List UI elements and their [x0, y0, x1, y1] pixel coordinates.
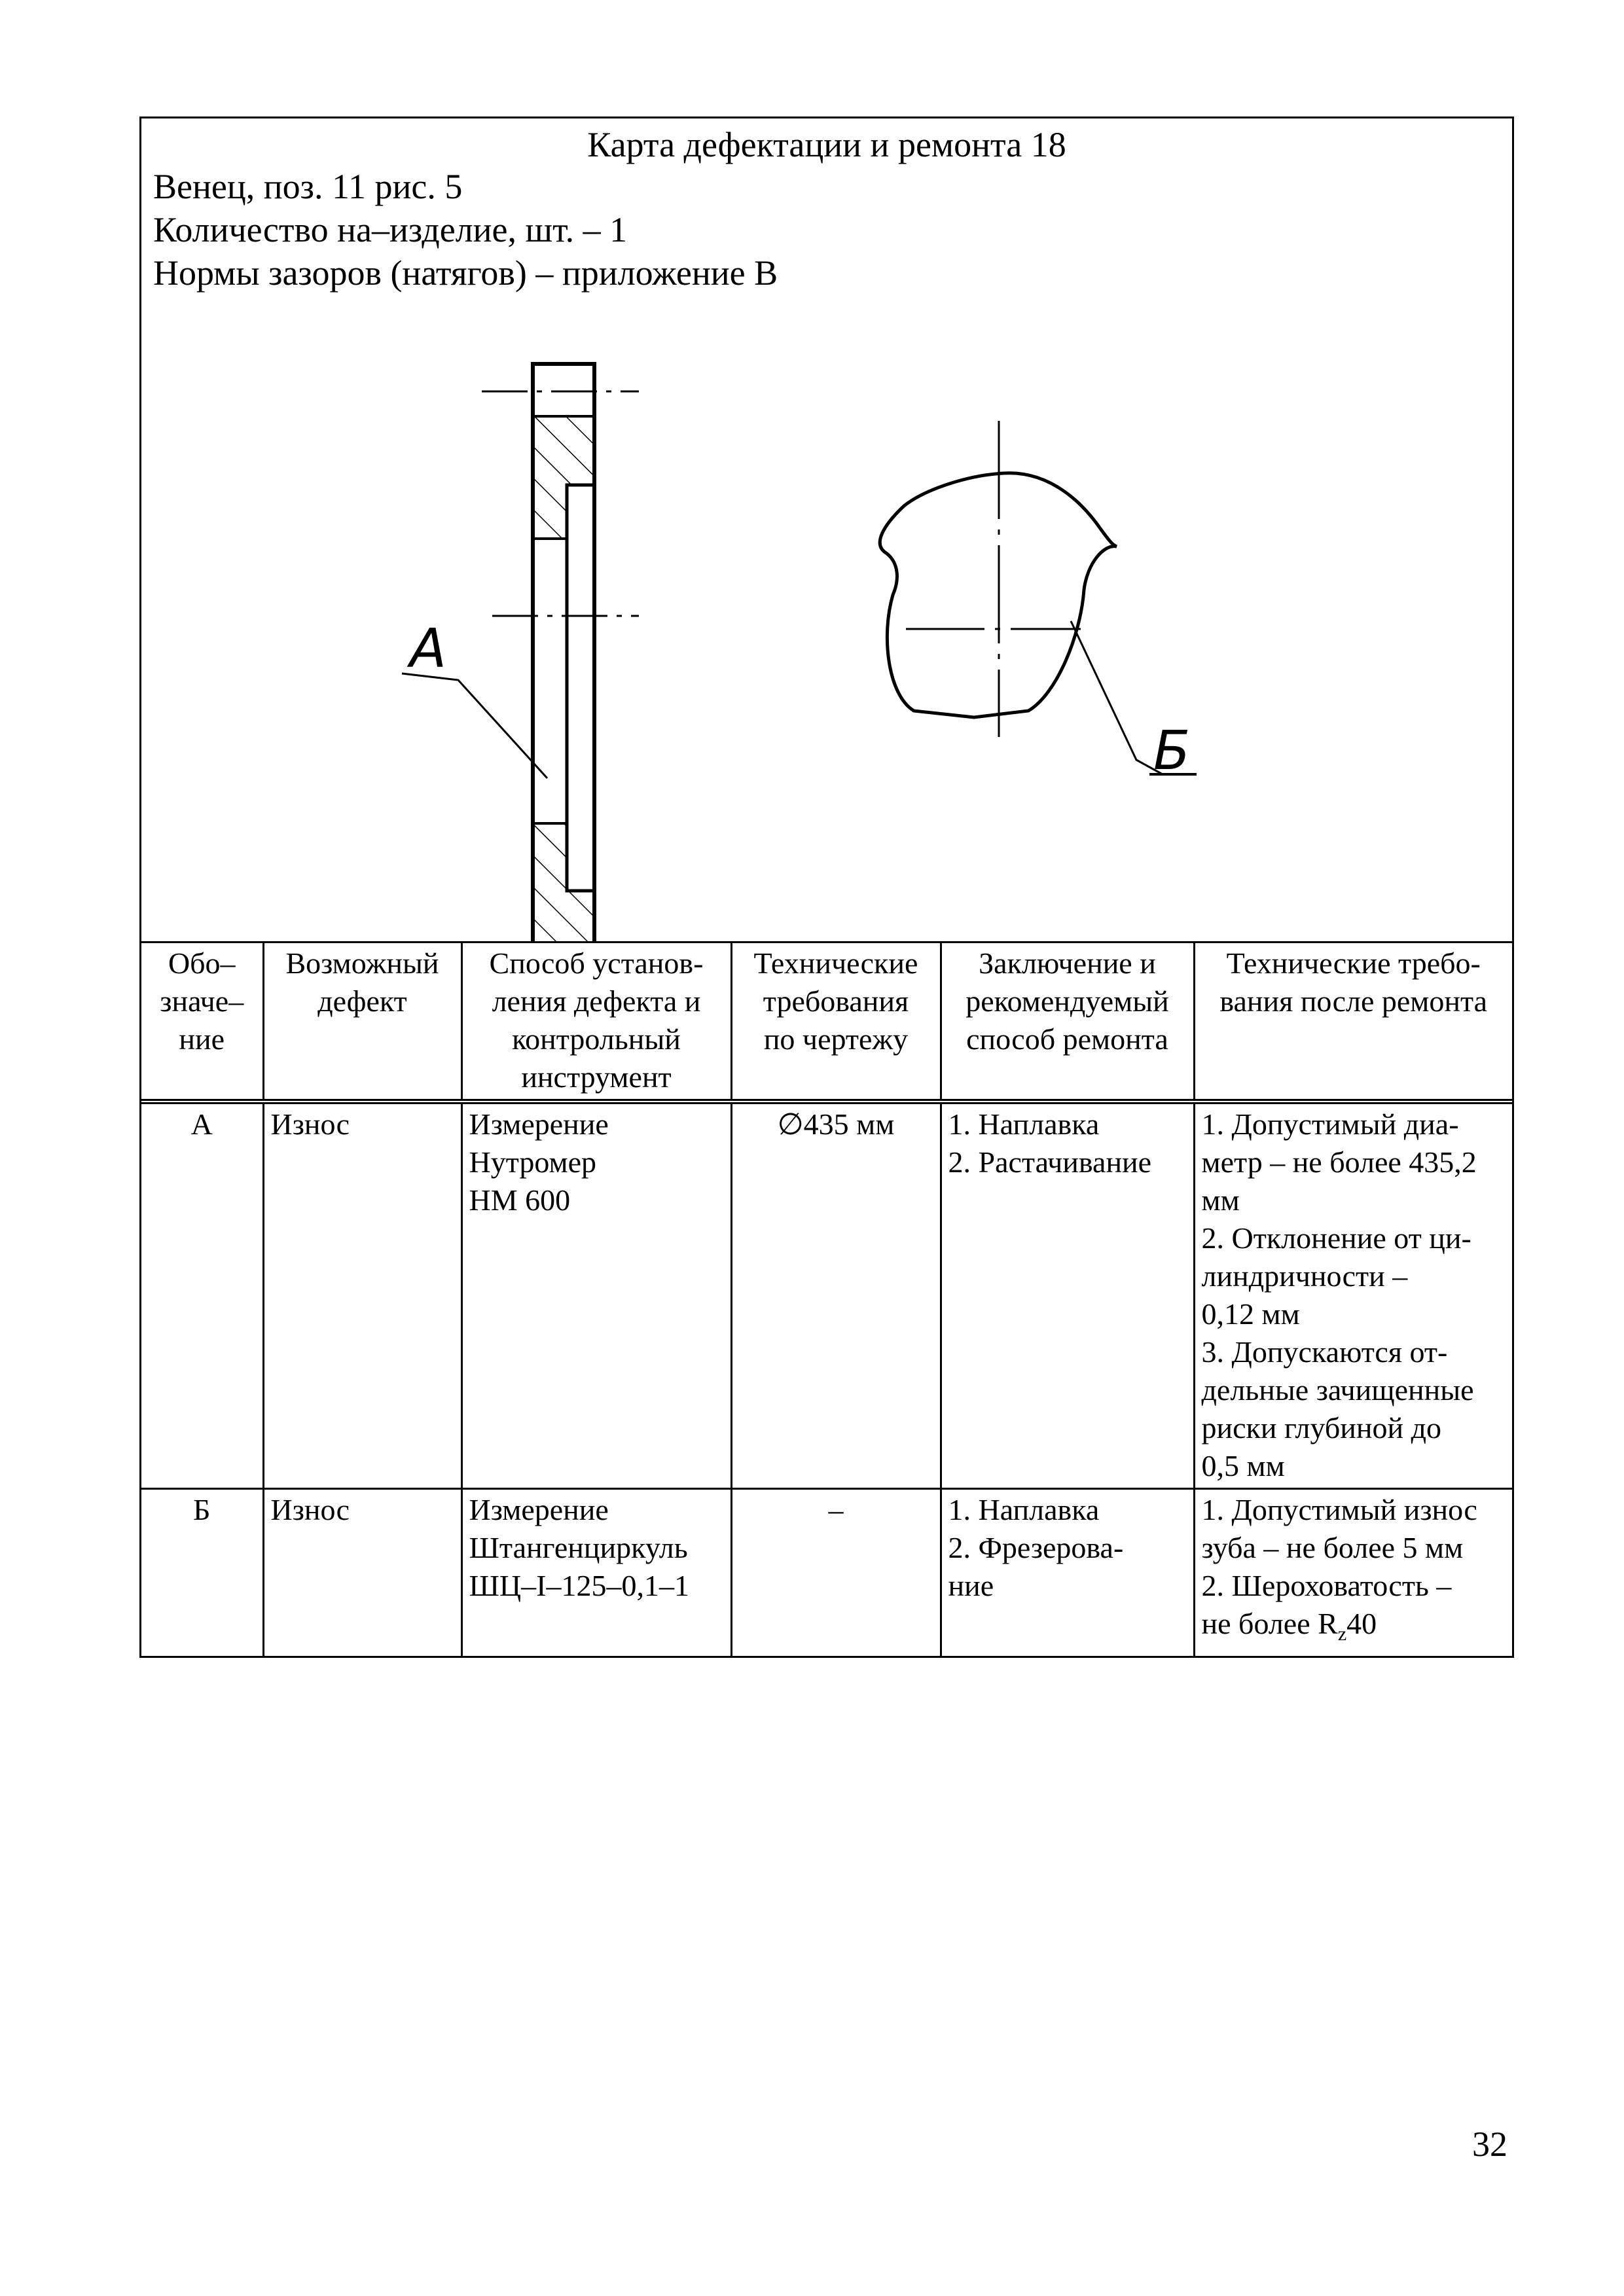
hatched-section-lower: [533, 823, 594, 941]
cell-method: Измерение Штангенциркуль ШЦ–I–125–0,1–1: [461, 1489, 731, 1657]
cell-drawing-requirement: ∅435 мм: [731, 1102, 941, 1489]
leader-line-a: [402, 673, 547, 778]
hatched-section-upper: [533, 416, 594, 539]
cell-after-repair: [1194, 1489, 1512, 1657]
quantity-line: Количество на–изделие, шт. – 1: [153, 210, 628, 249]
defect-repair-card: [139, 117, 1514, 1658]
header-drawing-requirements: Технические требования по чертежу: [731, 942, 941, 1102]
header-defect: Возможный дефект: [263, 942, 461, 1102]
header-post-repair-requirements: Технические требо- вания после ремонта: [1194, 942, 1512, 1102]
table-row: [141, 1489, 1512, 1657]
roughness-subscript: z: [1337, 1623, 1347, 1645]
cell-drawing-requirement: –: [731, 1489, 941, 1657]
label-a: А: [410, 618, 447, 680]
part-drawing: [141, 118, 1512, 941]
cell-defect: Износ: [263, 1102, 461, 1489]
table-header-row: [141, 942, 1512, 1102]
clearance-norms-line: Нормы зазоров (натягов) – приложение В: [153, 253, 778, 293]
leader-line-b: [1071, 621, 1163, 774]
card-header: [141, 118, 1512, 941]
after-repair-text: 1. Допустимый износ зуба – не более 5 мм 2. Шероховатость – не более R: [1201, 1493, 1477, 1640]
label-b: Б: [1153, 720, 1191, 782]
cell-conclusion: 1. Наплавка 2. Растачивание: [941, 1102, 1194, 1489]
header-designation: Обо– значе– ние: [141, 942, 263, 1102]
part-name-line: Венец, поз. 11 рис. 5: [153, 167, 463, 206]
defect-table: [141, 941, 1512, 1656]
header-repair-method: Заключение и рекомендуемый способ ремонта: [941, 942, 1194, 1102]
cell-designation: Б: [141, 1489, 263, 1657]
tooth-profile-view: [880, 421, 1197, 774]
card-title: Карта дефектации и ремонта 18: [587, 125, 1066, 164]
cell-defect: Износ: [263, 1489, 461, 1657]
header-detection-method: Способ установ- ления дефекта и контрольный инструмент: [461, 942, 731, 1102]
table-row: [141, 1102, 1512, 1489]
cell-after-repair: 1. Допустимый диа- метр – не более 435,2 мм 2. Отклонение от ци- линдричности – 0,12 мм 3. Допускаются от- дельные зачищенные риски глубиной до 0,5 мм: [1194, 1102, 1512, 1489]
bore-step: [567, 485, 594, 891]
cell-designation: А: [141, 1102, 263, 1489]
cell-method: Измерение Нутромер НМ 600: [461, 1102, 731, 1489]
cell-conclusion: 1. Наплавка 2. Фрезерова- ние: [941, 1489, 1194, 1657]
page-number: 32: [1472, 2125, 1507, 2164]
roughness-value: 40: [1346, 1607, 1377, 1640]
